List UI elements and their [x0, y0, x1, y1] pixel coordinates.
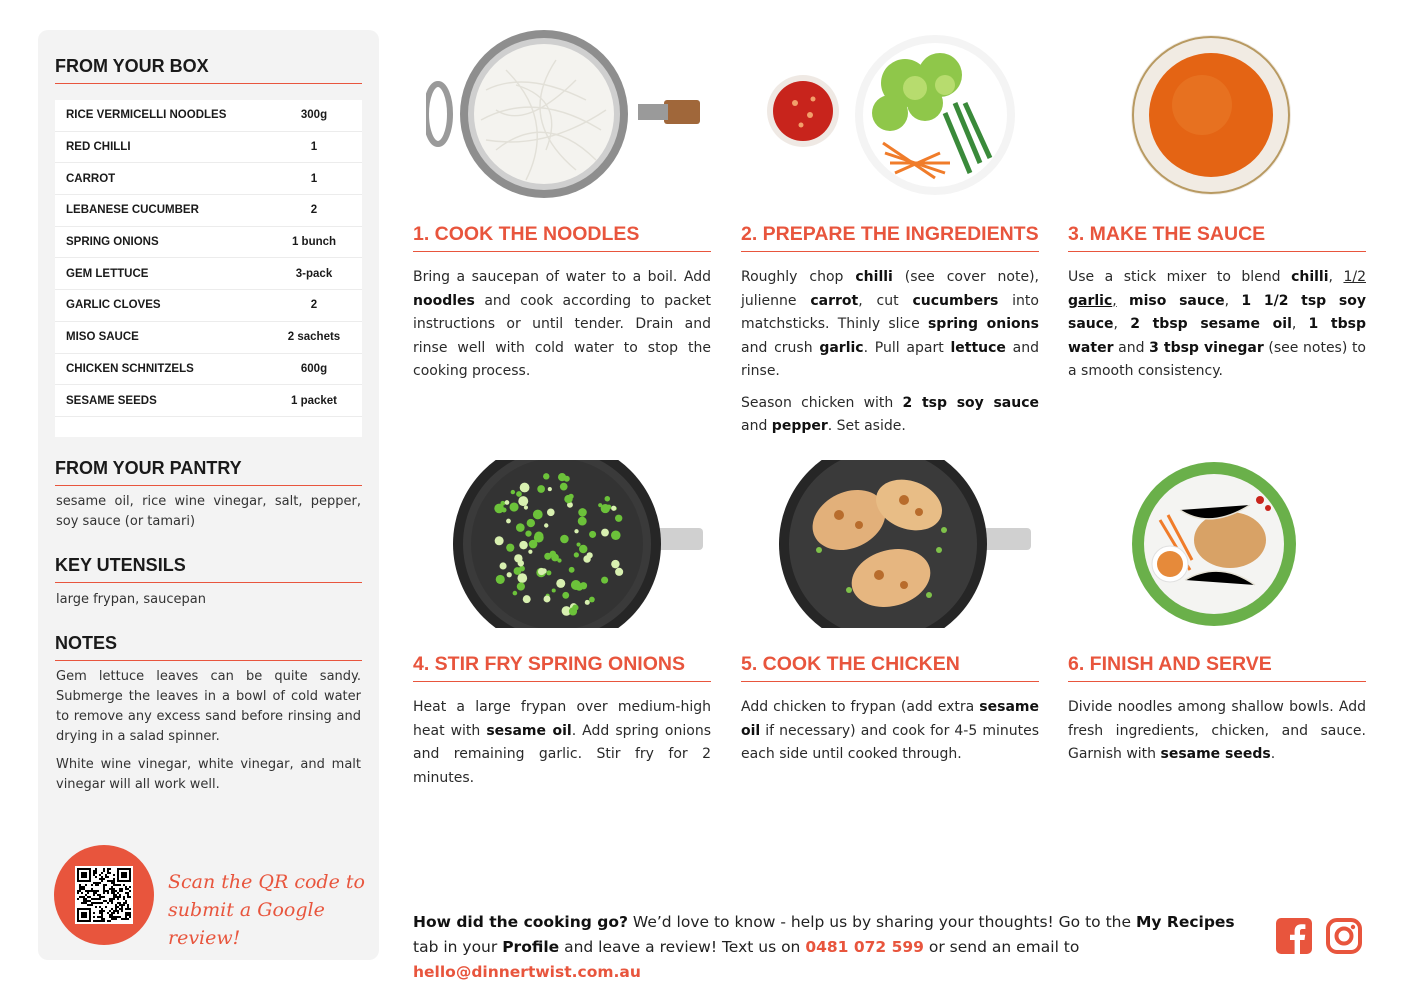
email-link[interactable]: hello@dinnertwist.com.au: [413, 963, 641, 981]
text-run: Use a stick mixer to blend: [1068, 269, 1292, 285]
review-footer: [413, 910, 1263, 985]
step-paragraph: [1068, 266, 1366, 384]
notes-paragraph-1: Gem lettuce leaves can be quite sandy. Submerge the leaves in a bowl of cold water to remove any excess sand before rinsing and drying in a salad spinner.: [56, 669, 361, 744]
ingredient-qty: 3-pack: [295, 267, 333, 280]
step-paragraph: [741, 696, 1039, 767]
text-run: and crush: [741, 339, 820, 356]
text-run: Season chicken with: [741, 394, 903, 411]
ingredient-name: RICE VERMICELLI NOODLES: [66, 109, 227, 122]
step-5-title: 5. COOK THE CHICKEN: [741, 653, 1039, 682]
table-row: [55, 354, 362, 386]
step-2-body: [741, 266, 1039, 447]
text-run: , cut: [858, 292, 913, 309]
bold-text: lettuce: [950, 339, 1006, 356]
text-run: Heat a large frypan over medium-high heat with: [413, 699, 711, 739]
ingredient-name: GARLIC CLOVES: [66, 299, 161, 312]
ingredient-qty: 300g: [300, 109, 328, 122]
pantry-text: sesame oil, rice wine vinegar, salt, pepper, soy sauce (or tamari): [56, 494, 361, 529]
step-6-title: 6. FINISH AND SERVE: [1068, 653, 1366, 682]
ingredient-qty: 2: [310, 204, 318, 217]
bold-text: 2 tbsp sesame oil: [1130, 316, 1292, 332]
footer-text-4: or send an email to: [923, 938, 1080, 956]
step-paragraph: [741, 266, 1039, 384]
step-2-photo-ingredients: [765, 33, 1017, 197]
qr-badge[interactable]: [54, 845, 154, 945]
ingredient-name: GEM LETTUCE: [66, 267, 149, 280]
text-run: (see cover note), julienne: [741, 269, 1039, 309]
step-4-body: [413, 696, 711, 798]
text-run: . Add spring onions and remaining garlic. Stir fry for 2 minutes.: [413, 722, 711, 786]
text-run: Add chicken to frypan (add extra: [741, 699, 980, 715]
table-row: [55, 227, 362, 259]
bold-text: 1 tbsp water: [1068, 316, 1366, 356]
phone-link[interactable]: 0481 072 599: [805, 938, 924, 956]
table-row: [55, 195, 362, 227]
step-1-title: 1. COOK THE NOODLES: [413, 223, 711, 252]
bold-text: garlic: [1068, 292, 1113, 309]
facebook-icon[interactable]: [1276, 918, 1312, 954]
text-run: ,: [1291, 316, 1309, 332]
text-run: and rinse.: [741, 339, 1039, 379]
table-row: [55, 163, 362, 195]
table-row: [55, 100, 362, 132]
ingredient-qty: 2: [310, 299, 318, 312]
step-4-title: 4. STIR FRY SPRING ONIONS: [413, 653, 711, 682]
step-paragraph: [741, 392, 1039, 439]
ingredient-qty: 600g: [300, 362, 328, 375]
table-row: [55, 132, 362, 164]
notes-heading: NOTES: [55, 633, 362, 661]
footer-text-1: We’d love to know - help us by sharing your thoughts! Go to the: [627, 913, 1136, 931]
step-1-body: [413, 266, 711, 392]
bold-text: spring onions: [927, 316, 1039, 332]
table-row: [55, 258, 362, 290]
text-run: ,: [1328, 269, 1344, 285]
footer-text-3: and leave a review! Text us on: [559, 938, 806, 956]
text-run: and: [1113, 339, 1150, 356]
bold-text: sesame oil: [486, 722, 572, 739]
bold-text: 2 tsp soy sauce: [902, 394, 1039, 411]
step-paragraph: [413, 696, 711, 790]
table-row: [55, 290, 362, 322]
step-4-photo-spring-onions: [453, 460, 703, 628]
bold-text: sesame seeds: [1160, 746, 1271, 762]
text-run: if necessary) and cook for 4-5 minutes each side until cooked through.: [741, 722, 1039, 762]
ingredient-qty: 1: [310, 141, 318, 154]
bold-text: chilli: [855, 269, 893, 285]
ingredient-name: CHICKEN SCHNITZELS: [66, 362, 194, 375]
utensils-text: large frypan, saucepan: [56, 592, 206, 607]
text-run: . Pull apart: [863, 339, 951, 356]
text-run: ,: [1224, 292, 1242, 309]
ingredient-qty: 1 packet: [290, 394, 338, 407]
footer-text-2: tab in your: [413, 938, 503, 956]
ingredient-qty: 2 sachets: [287, 331, 341, 344]
text-run: [1117, 293, 1129, 309]
text-run: .: [1270, 746, 1276, 762]
text-run: ,: [1112, 292, 1117, 309]
text-run: and cook according to packet instructions or until tender. Drain and rinse well with cold water to stop the cooking process.: [413, 292, 711, 379]
qr-call-to-action: [168, 868, 368, 952]
step-3-title: 3. MAKE THE SAUCE: [1068, 223, 1366, 252]
ingredient-name: MISO SAUCE: [66, 331, 139, 344]
bold-text: chilli: [1291, 269, 1329, 285]
box-ingredients-table: [55, 100, 362, 437]
bold-text: 1 1/2 tsp soy sauce: [1068, 292, 1366, 332]
step-paragraph: [413, 266, 711, 384]
ingredient-qty: 1 bunch: [291, 236, 337, 249]
text-run: 1/2: [1343, 269, 1366, 285]
from-your-pantry-heading: FROM YOUR PANTRY: [55, 458, 362, 486]
bold-text: 3 tbsp vinegar: [1149, 339, 1264, 356]
step-3-photo-sauce: [1128, 33, 1294, 197]
ingredient-name: CARROT: [66, 172, 116, 185]
bold-text: carrot: [810, 292, 859, 309]
ingredient-name: SESAME SEEDS: [66, 394, 157, 407]
ingredient-name: SPRING ONIONS: [66, 236, 159, 249]
text-run: (see notes) to a smooth consistency.: [1068, 339, 1367, 379]
text-run: Divide noodles among shallow bowls. Add fresh ingredients, chicken, and sauce. Garnish with: [1068, 699, 1366, 762]
qr-cta-line-2: submit a Google review!: [168, 899, 325, 949]
ingredients-panel: [38, 30, 379, 960]
footer-question: How did the cooking go?: [413, 913, 628, 931]
step-paragraph: [1068, 696, 1366, 767]
bold-text: pepper: [771, 418, 828, 434]
bold-text: miso sauce: [1129, 292, 1225, 309]
table-row: [55, 385, 362, 417]
qr-code-icon[interactable]: [75, 866, 133, 924]
text-run: . Set aside.: [827, 418, 906, 434]
step-5-photo-chicken: [779, 460, 1031, 628]
step-6-photo-finished-dish: [1130, 460, 1298, 628]
bold-text: garlic: [819, 339, 864, 356]
step-5-body: [741, 696, 1039, 775]
bold-text: noodles: [413, 292, 475, 309]
instagram-icon[interactable]: [1326, 918, 1362, 954]
step-2-title: 2. PREPARE THE INGREDIENTS: [741, 223, 1039, 252]
ingredient-qty: 1: [310, 172, 318, 185]
key-utensils-heading: KEY UTENSILS: [55, 555, 362, 583]
step-3-body: [1068, 266, 1366, 392]
table-row: [55, 322, 362, 354]
my-recipes-link[interactable]: My Recipes: [1135, 913, 1235, 931]
notes-paragraph-2: White wine vinegar, white vinegar, and malt vinegar will all work well.: [56, 757, 361, 792]
text-run: into matchsticks. Thinly slice: [741, 292, 1039, 332]
step-1-photo-noodles: [426, 30, 702, 198]
text-run: ,: [1113, 316, 1131, 332]
qr-cta-line-1: Scan the QR code to: [168, 871, 365, 893]
text-run: Bring a saucepan of water to a boil. Add: [413, 269, 711, 285]
from-your-box-heading: FROM YOUR BOX: [55, 56, 362, 84]
profile-link[interactable]: Profile: [502, 938, 560, 956]
ingredient-name: RED CHILLI: [66, 141, 131, 154]
text-run: Roughly chop: [741, 269, 856, 285]
bold-text: sesame oil: [741, 699, 1039, 739]
bold-text: cucumbers: [912, 292, 999, 309]
step-6-body: [1068, 696, 1366, 775]
ingredient-name: LEBANESE CUCUMBER: [66, 204, 199, 217]
text-run: and: [741, 418, 772, 434]
